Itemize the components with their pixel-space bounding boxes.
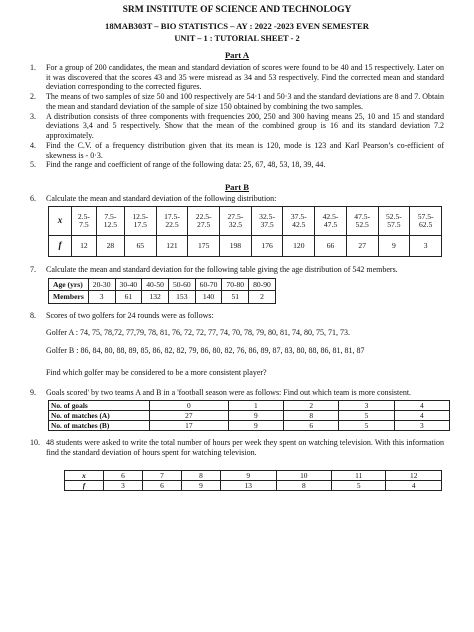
question-text: Calculate the mean and standard deviation for the following table giving the age distribution of 542 members. [46, 265, 398, 275]
question-2 [30, 92, 444, 112]
table-cell: 42.5-47.5 [315, 207, 347, 236]
question-8 [30, 311, 444, 321]
table-cell: 11 [332, 470, 386, 480]
table-cell: 12 [386, 470, 442, 480]
table-cell: 8 [284, 411, 339, 421]
question-number: 8. [30, 310, 36, 320]
table-cell: 6 [143, 480, 182, 490]
table-row [49, 291, 276, 303]
table-cell: 5 [339, 421, 394, 431]
frequency-table [48, 206, 442, 257]
table-cell: 28 [96, 236, 124, 257]
table-cell: 47.5-52.5 [346, 207, 378, 236]
table-cell: 1 [228, 401, 283, 411]
question-3 [30, 112, 444, 141]
table-cell: 3 [104, 480, 143, 490]
table-cell: 3 [410, 236, 442, 257]
question-number: 5. [30, 160, 36, 170]
table-cell: 32.5-37.5 [251, 207, 283, 236]
table-cell: 50-60 [168, 279, 195, 291]
question-number: 4. [30, 140, 36, 150]
question-10 [30, 438, 444, 458]
question-number: 7. [30, 265, 36, 275]
table-cell: 17 [150, 421, 229, 431]
question-text: Goals scored' by two teams A and B in a 'football season were as follows: Find out which team is more consistent. [46, 387, 412, 397]
table-cell: 176 [251, 236, 283, 257]
question-6 [30, 194, 444, 204]
table-cell: 0 [150, 401, 229, 411]
table-cell: 5 [332, 480, 386, 490]
table-cell: 57.5-62.5 [410, 207, 442, 236]
table-cell: 7 [143, 470, 182, 480]
table-cell: 198 [220, 236, 252, 257]
table-row [65, 480, 442, 490]
question-7 [30, 265, 444, 275]
table-cell: 12.5-17.5 [124, 207, 156, 236]
question-text: For a group of 200 candidates, the mean and standard deviation of scores were found to be 40 and 15 respectively. Later on it was discovered that the scores 43 and 35 were misread as 34 and 53 respectively. Find the corrected mean and standard deviation corresponding to the corrected figures. [46, 62, 444, 92]
question-text: Calculate the mean and standard deviation of the following distribution: [46, 193, 277, 203]
golfer-b-scores: Golfer B : 86, 84, 80, 88, 89, 85, 86, 82, 82, 79, 86, 80, 82, 76, 86, 89, 87, 83, 80, 88, 86, 81, 81, 87 [46, 346, 365, 356]
question-number: 10. [30, 438, 40, 448]
table-header-cell: Age (yrs) [49, 279, 89, 291]
table-cell: 10 [276, 470, 332, 480]
table-cell: 70-80 [222, 279, 249, 291]
table-cell: 6 [104, 470, 143, 480]
part-b-heading: Part B [224, 182, 250, 193]
table-cell: 153 [168, 291, 195, 303]
table-cell: 65 [124, 236, 156, 257]
table-cell: 27 [150, 411, 229, 421]
table-row [49, 279, 276, 291]
table-cell: 52.5-57.5 [378, 207, 410, 236]
table-cell: 6 [284, 421, 339, 431]
question-5 [30, 160, 444, 170]
table-row [65, 470, 442, 480]
table-cell: 121 [156, 236, 188, 257]
table-header-cell: f [49, 236, 72, 257]
question-text: The means of two samples of size 50 and 100 respectively are 54·1 and 50·3 and the standard deviations are 8 and 7. Obtain the mean and standard deviation of the sample of size 150 obtained by combining the two samples. [46, 92, 444, 111]
unit-title: UNIT – 1 : TUTORIAL SHEET - 2 [174, 34, 300, 44]
question-text: Find the range and coefficient of range of the following data: 25, 67, 48, 53, 18, 39, 44. [46, 160, 326, 170]
table-header-cell: f [65, 480, 104, 490]
table-cell: 12 [72, 236, 97, 257]
table-cell: 3 [394, 421, 449, 431]
question-number: 6. [30, 193, 36, 203]
part-a-questions [30, 63, 444, 170]
table-cell: 9 [378, 236, 410, 257]
table-cell: 22.5-27.5 [188, 207, 220, 236]
table-cell: 2.5-7.5 [72, 207, 97, 236]
table-row [49, 421, 450, 431]
table-row [49, 236, 442, 257]
table-header-cell: x [65, 470, 104, 480]
table-cell: 37.5-42.5 [283, 207, 315, 236]
table-cell: 3 [88, 291, 115, 303]
question-1 [30, 63, 444, 92]
table-cell: 9 [228, 421, 283, 431]
table-cell: 2 [249, 291, 276, 303]
table-header-cell: No. of matches (B) [49, 421, 150, 431]
table-cell: 4 [386, 480, 442, 490]
table-cell: 61 [115, 291, 142, 303]
table-row [49, 401, 450, 411]
question-9 [30, 388, 444, 398]
table-cell: 17.5-22.5 [156, 207, 188, 236]
table-cell: 3 [339, 401, 394, 411]
table-cell: 9 [221, 470, 277, 480]
question-text: Scores of two golfers for 24 rounds were as follows: [46, 310, 214, 320]
golfer-question: Find which golfer may be considered to be a more consistent player? [46, 367, 267, 377]
question-text: Find the C.V. of a frequency distribution given that its mean is 120, mode is 123 and Karl Pearson’s co-efficient of skewness is - 0·3. [46, 140, 444, 160]
hours-table [64, 470, 442, 491]
table-cell: 27.5-32.5 [220, 207, 252, 236]
table-cell: 40-50 [142, 279, 169, 291]
table-cell: 80-90 [249, 279, 276, 291]
age-table [48, 278, 276, 304]
question-number: 9. [30, 387, 36, 397]
table-cell: 60-70 [195, 279, 222, 291]
table-cell: 27 [346, 236, 378, 257]
course-title: 18MAB303T – BIO STATISTICS – AY : 2022 -2023 EVEN SEMESTER [105, 20, 369, 31]
table-cell: 4 [394, 401, 449, 411]
table-header-cell: x [49, 207, 72, 236]
table-cell: 4 [394, 411, 449, 421]
table-header-cell: No. of matches (A) [49, 411, 150, 421]
question-text: 48 students were asked to write the total number of hours per week they spent on watching television. With this information find the standard deviation of hours spent for watching television. [46, 438, 444, 458]
golfer-a-scores: Golfer A : 74, 75, 78,72, 77,79, 78, 81, 76, 72, 72, 77, 74, 70, 78, 79, 80, 81, 74, 80, 75, 71, 73. [46, 328, 350, 338]
table-cell: 2 [284, 401, 339, 411]
question-number: 2. [30, 92, 36, 102]
table-cell: 5 [339, 411, 394, 421]
question-4 [30, 141, 444, 161]
table-cell: 120 [283, 236, 315, 257]
table-cell: 175 [188, 236, 220, 257]
table-cell: 13 [221, 480, 277, 490]
part-a-heading: Part A [224, 50, 250, 61]
table-cell: 8 [276, 480, 332, 490]
table-cell: 7.5-12.5 [96, 207, 124, 236]
table-header-cell: Members [49, 291, 89, 303]
institute-name: SRM INSTITUTE OF SCIENCE AND TECHNOLOGY [122, 5, 352, 15]
table-row [49, 411, 450, 421]
table-cell: 9 [182, 480, 221, 490]
table-cell: 9 [228, 411, 283, 421]
table-row [49, 207, 442, 236]
goals-table [48, 400, 450, 431]
question-number: 3. [30, 111, 36, 121]
question-text: A distribution consists of three components with frequencies 200, 250 and 300 having means 25, 10 and 15 and standard deviations 3,4 and 5 respectively. Show that the mean of the combined group is 16 and its standard deviation 7.2 approximately. [46, 111, 444, 141]
question-number: 1. [30, 62, 36, 72]
table-header-cell: No. of goals [49, 401, 150, 411]
table-cell: 132 [142, 291, 169, 303]
table-cell: 30-40 [115, 279, 142, 291]
table-cell: 8 [182, 470, 221, 480]
table-cell: 140 [195, 291, 222, 303]
table-cell: 66 [315, 236, 347, 257]
table-cell: 20-30 [88, 279, 115, 291]
table-cell: 51 [222, 291, 249, 303]
